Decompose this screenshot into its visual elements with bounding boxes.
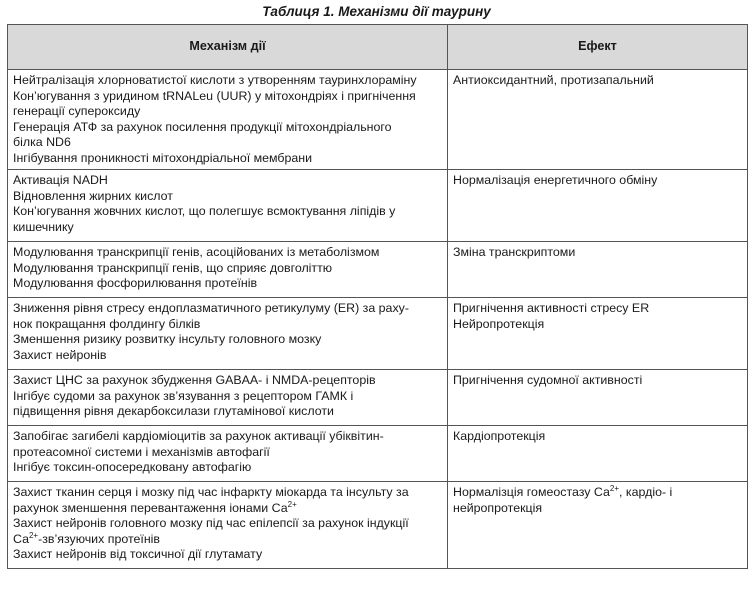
mechanism-line: Активація NADH — [13, 173, 108, 187]
mechanism-line: нок покращання фолдингу білків — [13, 316, 201, 331]
header-effect: Ефект — [448, 25, 748, 70]
mechanism-line: Відновлення жирних кислот — [13, 188, 173, 203]
mechanism-line: Кон’югування з уридином tRNALeu (UUR) у мітохондріях і пригнічення — [13, 88, 416, 103]
mechanism-text: -зв’язуючих протеїнів — [38, 531, 161, 546]
ion-charge: 2+ — [28, 530, 39, 540]
table-row — [8, 426, 748, 482]
mechanism-line: Кон’югування жовчних кислот, що полегшує всмоктування ліпідів у — [13, 204, 396, 218]
mechanism-line: протеасомної системи і механізмів автофагії — [13, 444, 270, 459]
effect-cell — [448, 242, 748, 298]
effect-cell — [448, 370, 748, 426]
mechanism-line: підвищення рівня декарбоксилази глутамінової кислоти — [13, 404, 334, 418]
effect-line: Пригнічення судомної активності — [453, 373, 643, 387]
mechanism-line: Захист нейронів — [13, 347, 107, 362]
table-row — [8, 298, 748, 370]
table-row — [8, 482, 748, 569]
mechanism-line: Зменшення ризику розвитку інсульту головного мозку — [13, 332, 322, 346]
mechanism-line: кишечнику — [13, 219, 74, 234]
mechanism-line: Інгібує судоми за рахунок зв’язування з рецептором ГАМК і — [13, 388, 354, 403]
effect-cell — [448, 482, 748, 569]
mechanism-cell — [8, 170, 448, 242]
mechanism-cell — [8, 482, 448, 569]
mechanism-line: Нейтралізація хлорноватистої кислоти з утворенням тауринхлораміну — [13, 73, 417, 87]
mechanism-line: Зниження рівня стресу ендоплазматичного ретикулуму (ER) за раху- — [13, 301, 409, 315]
mechanism-line: Захист тканин серця і мозку під час інфаркту міокарда та інсульту за — [13, 485, 409, 499]
mechanism-text: рахунок зменшення перевантаження іонами Са — [13, 500, 288, 515]
mechanism-line: білка ND6 — [13, 135, 71, 149]
table-row — [8, 70, 748, 170]
table-row — [8, 370, 748, 426]
mechanism-line: Модулювання транскрипції генів, що сприяє довголіттю — [13, 260, 333, 275]
mechanism-line: Захист ЦНС за рахунок збудження GABAA- і NMDA-рецепторів — [13, 373, 376, 387]
effect-line: Антиоксидантний, протизапальний — [453, 73, 654, 87]
mechanism-cell — [8, 70, 448, 170]
effect-cell — [448, 298, 748, 370]
table-row — [8, 242, 748, 298]
header-mechanism: Механізм дії — [8, 25, 448, 70]
effect-line: Пригнічення активності стресу ER — [453, 301, 650, 315]
mechanism-line: Захист нейронів головного мозку під час епілепсії за рахунок індукції — [13, 516, 409, 530]
mechanism-line: генерації супероксиду — [13, 104, 141, 118]
effect-cell — [448, 170, 748, 242]
mechanism-line — [13, 532, 443, 548]
mechanism-line: Захист нейронів від токсичної дії глутамату — [13, 547, 263, 561]
effect-line: Нейропротекція — [453, 316, 545, 331]
mechanism-line: Запобігає загибелі кардіоміоцитів за рахунок активації убіквітин- — [13, 429, 384, 443]
table-title: Таблиця 1. Механізми дії таурину — [262, 4, 491, 19]
effect-line: нейропротекція — [453, 500, 543, 515]
taurine-mechanisms-table — [7, 24, 748, 569]
effect-line — [453, 485, 743, 501]
mechanism-line: Модулювання транскрипції генів, асоційованих із метаболізмом — [13, 245, 380, 259]
effect-line: Зміна транскриптоми — [453, 245, 576, 259]
ion-charge: 2+ — [609, 484, 620, 493]
effect-line: Кардіопротекція — [453, 429, 546, 443]
effect-text: Нормалізція гомеостазу Са — [453, 485, 610, 499]
effect-cell — [448, 70, 748, 170]
effect-line: Нормалізація енергетичного обміну — [453, 173, 658, 187]
mechanism-cell — [8, 426, 448, 482]
header-row — [8, 25, 748, 70]
ion-charge: 2+ — [287, 499, 297, 509]
mechanism-cell — [8, 370, 448, 426]
mechanism-line — [13, 501, 443, 517]
effect-cell — [448, 426, 748, 482]
table-row — [8, 170, 748, 242]
mechanism-line: Інгібує токсин-опосередковану автофагію — [13, 460, 252, 474]
mechanism-text: Са — [13, 531, 29, 546]
mechanism-line: Інгібування проникності мітохондріальної мембрани — [13, 150, 313, 165]
effect-text: , кардіо- і — [619, 485, 673, 499]
mechanism-line: Генерація АТФ за рахунок посилення продукції мітохондріального — [13, 119, 392, 134]
mechanism-line: Модулювання фосфорилювання протеїнів — [13, 276, 258, 290]
mechanism-cell — [8, 298, 448, 370]
mechanism-cell — [8, 242, 448, 298]
